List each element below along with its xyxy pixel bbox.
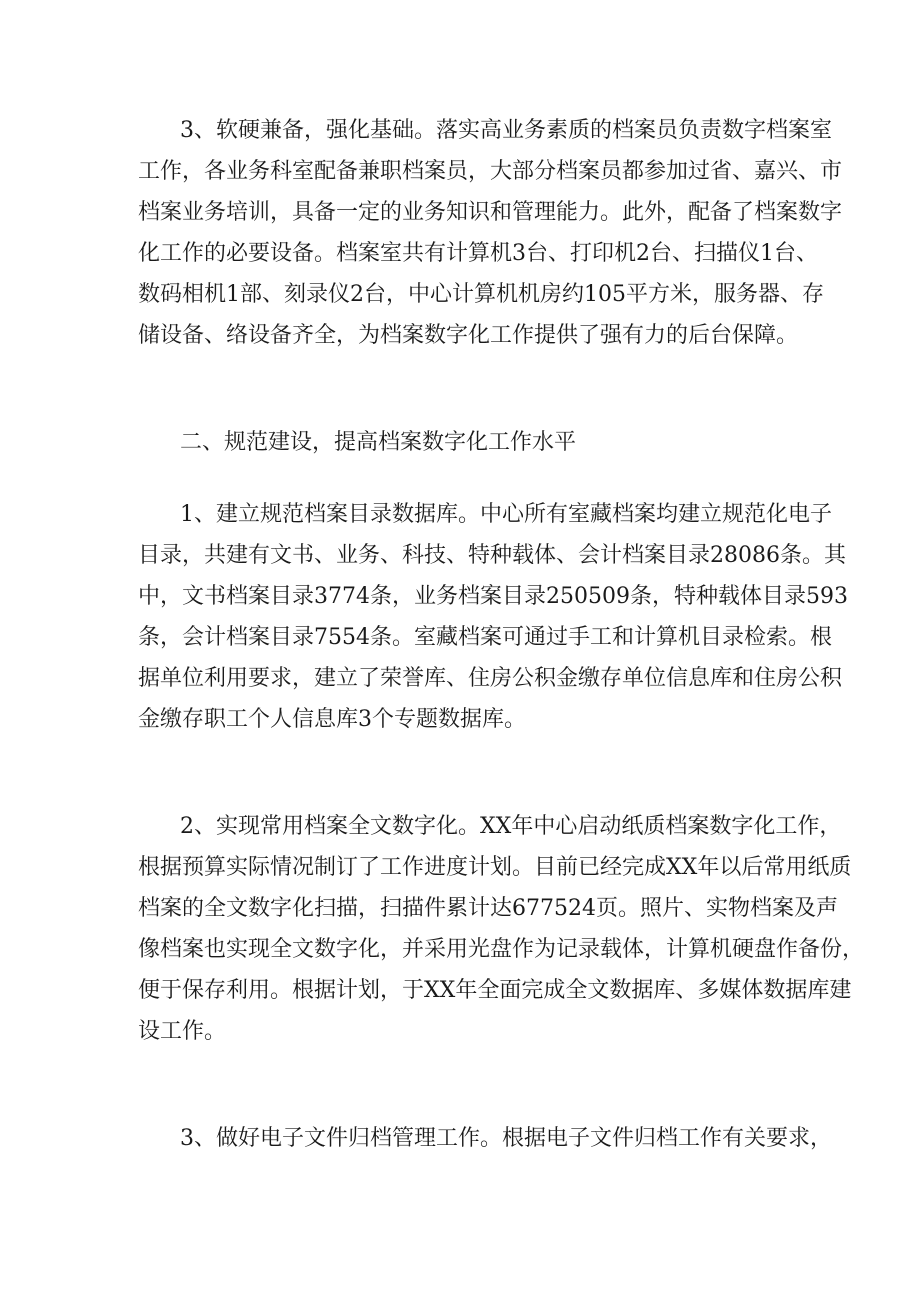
- section-heading: [138, 422, 808, 463]
- text-line: 设工作。: [138, 1019, 227, 1044]
- text-line: 工作，各业务科室配备兼职档案员，大部分档案员都参加过省、嘉兴、市: [138, 159, 843, 184]
- text-line: 2、实现常用档案全文数字化。XX年中心启动纸质档案数字化工作，: [180, 814, 842, 839]
- text-line: 便于保存利用。根据计划，于XX年全面完成全文数据库、多媒体数据库建: [138, 978, 852, 1003]
- text-line: 据单位利用要求，建立了荣誉库、住房公积金缴存单位信息库和住房公积: [138, 666, 843, 691]
- text-line: 档案业务培训，具备一定的业务知识和管理能力。此外，配备了档案数字: [138, 200, 843, 225]
- text-line: 储设备、络设备齐全，为档案数字化工作提供了强有力的后台保障。: [138, 323, 799, 348]
- text-line: 条，会计档案目录7554条。室藏档案可通过手工和计算机目录检索。根: [138, 625, 832, 650]
- text-line: 像档案也实现全文数字化，并采用光盘作为记录载体，计算机硬盘作备份，: [138, 937, 865, 962]
- text-line: 目录，共建有文书、业务、科技、特种载体、会计档案目录28086条。其: [138, 543, 846, 568]
- text-line: 根据预算实际情况制订了工作进度计划。目前已经完成XX年以后常用纸质: [138, 855, 852, 880]
- text-line: 1、建立规范档案目录数据库。中心所有室藏档案均建立规范化电子: [180, 502, 832, 527]
- paragraph-full-text-digitization: [138, 806, 865, 1052]
- text-line: 数码相机1部、刻录仪2台，中心计算机机房约105平方米，服务器、存: [138, 282, 824, 307]
- text-line: 化工作的必要设备。档案室共有计算机3台、打印机2台、扫描仪1台、: [138, 241, 818, 266]
- paragraph-hardware-software: [138, 110, 843, 356]
- heading-text: 二、规范建设，提高档案数字化工作水平: [180, 430, 577, 455]
- text-line: 金缴存职工个人信息库3个专题数据库。: [138, 707, 526, 732]
- text-line: 档案的全文数字化扫描，扫描件累计达677524页。照片、实物档案及声: [138, 896, 838, 921]
- paragraph-electronic-archiving: [138, 1118, 832, 1159]
- paragraph-catalog-database: [138, 494, 848, 740]
- text-line: 中，文书档案目录3774条，业务档案目录250509条，特种载体目录593: [138, 584, 848, 609]
- text-line: 3、软硬兼备，强化基础。落实高业务素质的档案员负责数字档案室: [180, 118, 832, 143]
- text-line: 3、做好电子文件归档管理工作。根据电子文件归档工作有关要求，: [180, 1126, 832, 1151]
